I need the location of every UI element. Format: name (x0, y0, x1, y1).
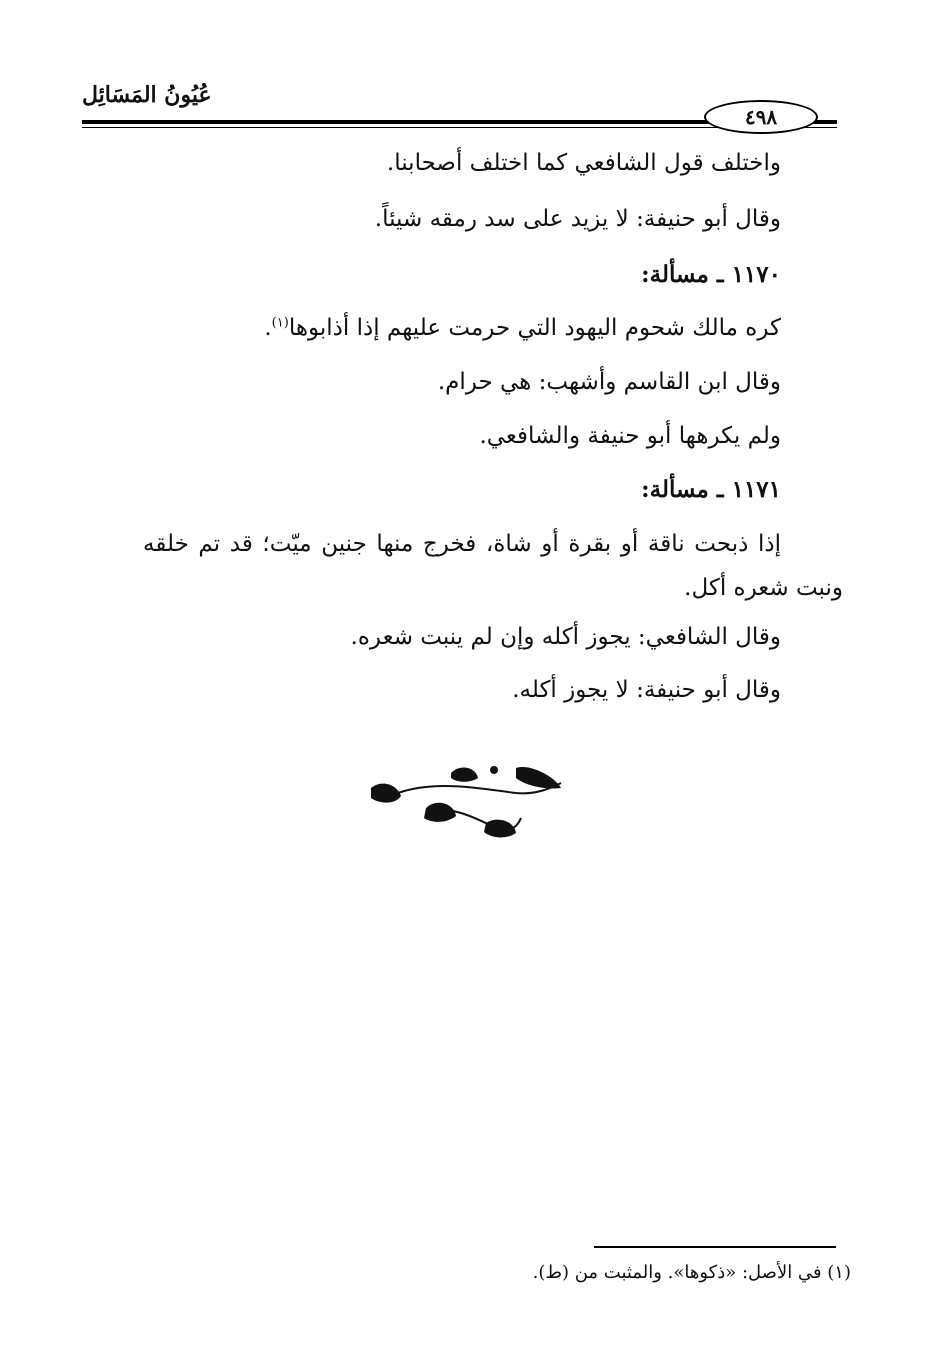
text-line-5: وقال ابن القاسم وأشهب: هي حرام. (437, 369, 781, 395)
text-line-6: ولم يكرهها أبو حنيفة والشافعي. (479, 423, 781, 449)
floral-ornament-icon (366, 758, 566, 852)
running-header-title: عُيُونُ المَسَائِل (82, 82, 212, 108)
text-line-1: واختلف قول الشافعي كما اختلف أصحابنا. (386, 150, 781, 176)
text-line-4-body: كره مالك شحوم اليهود التي حرمت عليهم إذا أذابوها (288, 315, 781, 341)
text-line-4-end: . (264, 315, 272, 341)
footnote-separator (594, 1246, 836, 1248)
page-number: ٤٩٨ (704, 100, 818, 134)
text-line-10: وقال أبو حنيفة: لا يجوز أكله. (512, 677, 781, 703)
text-line-2: وقال أبو حنيفة: لا يزيد على سد رمقه شيئاً. (374, 206, 781, 232)
text-paragraph-8-body: إذا ذبحت ناقة أو بقرة أو شاة، فخرج منها جنين ميّت؛ قد تم خلقه ونبت شعره أكل. (143, 531, 843, 601)
text-line-4 (264, 315, 781, 341)
text-paragraph-8 (143, 522, 843, 610)
issue-heading-1170: ١١٧٠ ـ مسألة: (641, 261, 781, 288)
footnote-1: (١) في الأصل: «ذكوها». والمثبت من (ط). (532, 1262, 851, 1283)
footnote-ref: (١) (271, 315, 289, 331)
issue-heading-1171: ١١٧١ ـ مسألة: (641, 476, 781, 503)
text-line-9: وقال الشافعي: يجوز أكله وإن لم ينبت شعره. (350, 624, 781, 650)
